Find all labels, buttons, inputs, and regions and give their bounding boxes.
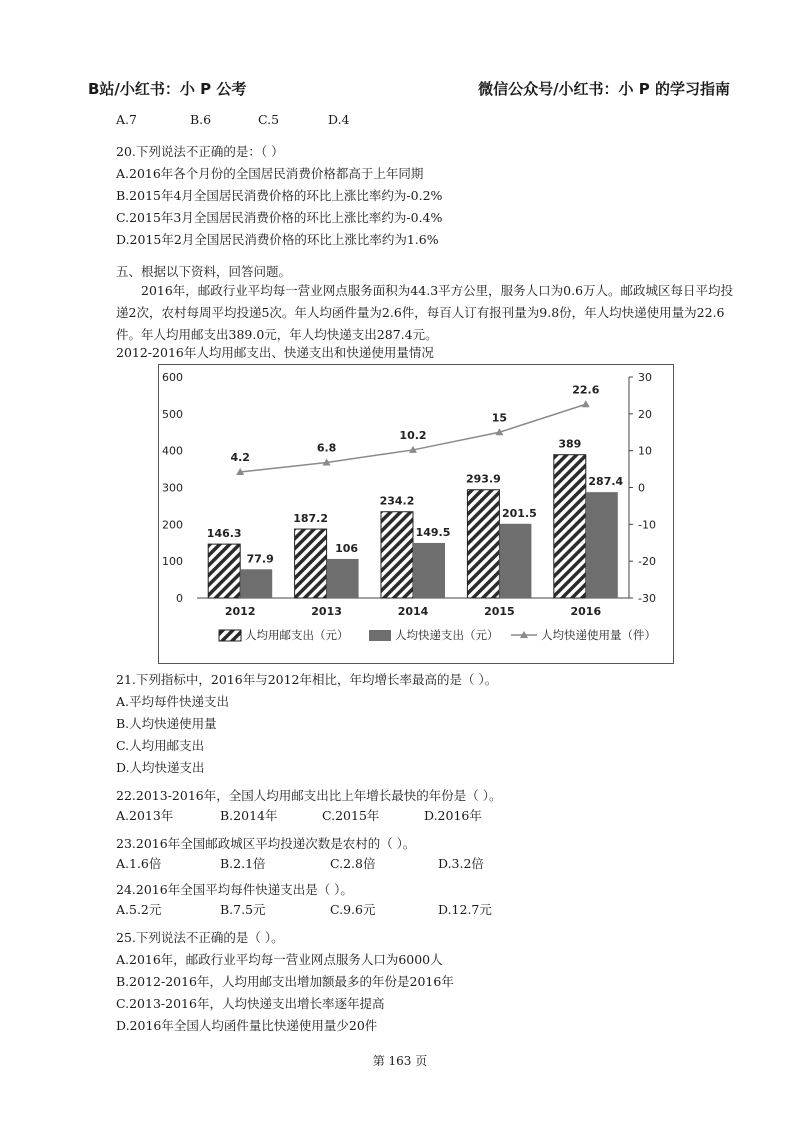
x-tick-label: 2013 bbox=[311, 605, 342, 618]
y-left-tick-label: 300 bbox=[162, 481, 183, 495]
q24-option-b: B.7.5元 bbox=[220, 902, 266, 917]
y-left-tick-label: 400 bbox=[162, 444, 183, 458]
q20-option-a: A.2016年各个月份的全国居民消费价格都高于上年同期 bbox=[116, 166, 424, 181]
y-right-tick-label: 10 bbox=[638, 444, 652, 458]
y-left-tick-label: 200 bbox=[162, 518, 183, 532]
q20-option-c: C.2015年3月全国居民消费价格的环比上涨比率约为-0.4% bbox=[116, 210, 443, 225]
q21-option-a: A.平均每件快递支出 bbox=[116, 694, 230, 709]
y-right-tick-label: -20 bbox=[638, 555, 656, 569]
bar-postal-spending bbox=[381, 512, 413, 598]
q23-stem: 23.2016年全国邮政城区平均投递次数是农村的（ ）。 bbox=[116, 836, 416, 851]
q21-option-d: D.人均快递支出 bbox=[116, 760, 205, 775]
y-right-tick-label: 20 bbox=[638, 407, 652, 421]
bar-postal-spending-label: 146.3 bbox=[206, 527, 242, 541]
q23-option-a: A.1.6倍 bbox=[116, 856, 162, 871]
q25-option-a: A.2016年，邮政行业平均每一营业网点服务人口为6000人 bbox=[116, 952, 443, 967]
q22-option-c: C.2015年 bbox=[322, 808, 380, 823]
y-left-tick-label: 0 bbox=[176, 592, 183, 605]
q19-option-c: C.5 bbox=[258, 112, 280, 127]
y-left-tick-label: 100 bbox=[162, 555, 183, 569]
chart-container bbox=[158, 364, 674, 664]
line-express-usage-label: 15 bbox=[491, 411, 508, 425]
bar-express-spending-label: 287.4 bbox=[588, 475, 624, 489]
line-express-usage-label: 4.2 bbox=[230, 451, 250, 465]
bar-express-spending bbox=[499, 524, 531, 598]
q23-option-b: B.2.1倍 bbox=[220, 856, 266, 871]
bar-express-spending-label: 106 bbox=[335, 541, 359, 555]
bar-express-spending bbox=[413, 543, 445, 598]
bar-express-spending bbox=[240, 569, 272, 598]
q19-option-b: B.6 bbox=[190, 112, 212, 127]
bar-express-spending bbox=[586, 492, 618, 598]
q22-stem: 22.2013-2016年，全国人均用邮支出比上年增长最快的年份是（ ）。 bbox=[116, 788, 502, 803]
bar-express-spending-label: 201.5 bbox=[502, 506, 537, 520]
legend-label-postal-spending: 人均用邮支出（元） bbox=[245, 628, 349, 642]
x-tick-label: 2012 bbox=[224, 605, 256, 618]
line-express-usage-label: 10.2 bbox=[399, 428, 427, 442]
bar-postal-spending bbox=[467, 490, 499, 598]
bar-express-spending bbox=[327, 559, 359, 598]
q20-option-d: D.2015年2月全国居民消费价格的环比上涨比率约为1.6% bbox=[116, 232, 439, 247]
bar-postal-spending bbox=[554, 455, 586, 598]
q24-option-c: C.9.6元 bbox=[330, 902, 376, 917]
line-express-usage-label: 22.6 bbox=[572, 383, 600, 397]
bar-postal-spending bbox=[295, 529, 327, 598]
page-number: 第 163 页 bbox=[372, 1054, 428, 1068]
q24-stem: 24.2016年全国平均每件快递支出是（ ）。 bbox=[116, 882, 353, 897]
y-right-tick-label: 0 bbox=[638, 481, 645, 495]
q19-option-a: A.7 bbox=[116, 112, 137, 127]
legend-swatch-express-spending bbox=[369, 630, 391, 641]
bar-postal-spending bbox=[208, 544, 240, 598]
q24-option-a: A.5.2元 bbox=[116, 902, 162, 917]
y-left-tick-label: 600 bbox=[162, 371, 183, 384]
bar-express-spending-label: 149.5 bbox=[415, 525, 451, 539]
q24-option-d: D.12.7元 bbox=[438, 902, 492, 917]
legend-swatch-postal-spending bbox=[219, 630, 241, 641]
header-left: B站/小红书：小 P 公考 bbox=[88, 80, 247, 98]
line-express-usage-label: 6.8 bbox=[316, 441, 337, 455]
q25-option-d: D.2016年全国人均函件量比快递使用量少20件 bbox=[116, 1018, 378, 1033]
y-right-tick-label: -30 bbox=[638, 592, 656, 605]
chart-caption: 2012-2016年人均用邮支出、快递支出和快递使用量情况 bbox=[116, 345, 434, 360]
legend-label-express-spending: 人均快递支出（元） bbox=[395, 628, 499, 642]
legend-label-express-usage: 人均快递使用量（件） bbox=[541, 628, 656, 642]
y-right-tick-label: -10 bbox=[638, 518, 656, 532]
bar-express-spending-label: 77.9 bbox=[246, 552, 274, 566]
q22-option-b: B.2014年 bbox=[220, 808, 278, 823]
section-paragraph: 2016年，邮政行业平均每一营业网点服务面积为44.3平方公里，服务人口为0.6万人。邮政城区每日平均投递2次，农村每周平均投递5次。年人均函件量为2.6件，每百人订有报刊量为9.8份，年人均快递使用量为22.6件。年人均用邮支出389.0元，年人均快递支出287.4元。 bbox=[116, 283, 734, 342]
y-right-tick-label: 30 bbox=[638, 371, 652, 384]
q21-option-c: C.人均用邮支出 bbox=[116, 738, 205, 753]
bar-postal-spending-label: 234.2 bbox=[379, 494, 415, 508]
bar-postal-spending-label: 389 bbox=[558, 437, 582, 451]
q23-option-c: C.2.8倍 bbox=[330, 856, 376, 871]
q19-option-d: D.4 bbox=[328, 112, 350, 127]
q21-option-b: B.人均快递使用量 bbox=[116, 716, 217, 731]
section-title: 五、根据以下资料，回答问题。 bbox=[116, 264, 292, 279]
bar-postal-spending-label: 187.2 bbox=[293, 512, 328, 526]
q25-stem: 25.下列说法不正确的是（ ）。 bbox=[116, 930, 284, 945]
chart-svg bbox=[159, 365, 673, 663]
q25-option-b: B.2012-2016年，人均用邮支出增加额最多的年份是2016年 bbox=[116, 974, 454, 989]
line-express-usage-marker bbox=[582, 400, 590, 407]
q25-option-c: C.2013-2016年，人均快递支出增长率逐年提高 bbox=[116, 996, 385, 1011]
y-left-tick-label: 500 bbox=[162, 407, 183, 421]
bar-postal-spending-label: 293.9 bbox=[466, 472, 501, 486]
x-tick-label: 2014 bbox=[397, 605, 429, 618]
q21-stem: 21.下列指标中，2016年与2012年相比，年均增长率最高的是（ ）。 bbox=[116, 672, 498, 687]
q22-option-a: A.2013年 bbox=[116, 808, 174, 823]
x-tick-label: 2015 bbox=[484, 605, 515, 618]
q20-option-b: B.2015年4月全国居民消费价格的环比上涨比率约为-0.2% bbox=[116, 188, 443, 203]
header-right: 微信公众号/小红书：小 P 的学习指南 bbox=[478, 80, 730, 98]
q20-stem: 20.下列说法不正确的是：（ ） bbox=[116, 144, 284, 159]
q22-option-d: D.2016年 bbox=[424, 808, 482, 823]
x-tick-label: 2016 bbox=[570, 605, 602, 618]
q23-option-d: D.3.2倍 bbox=[438, 856, 484, 871]
